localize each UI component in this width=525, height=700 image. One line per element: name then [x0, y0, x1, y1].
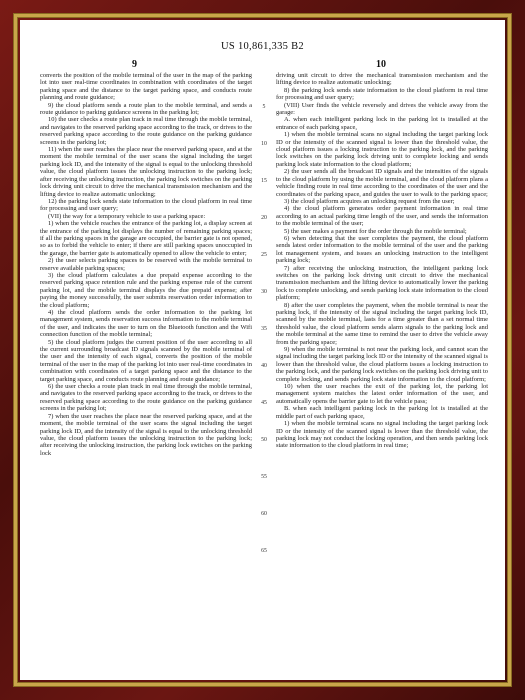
paragraph: 9) when the mobile terminal is not near the parking lock, and cannot scan the signal including the target parking lock ID or the intensity of the scanned signal is lower than the threshold value, the cloud platform issues a locking instruction to the parking lock, and the parking lock switches on the parking lock driving unit to complete locking, and sends parking lock state information to the cloud platform; — [276, 346, 488, 383]
paragraph: A. when each intelligent parking lock in the parking lot is installed at the entrance of each parking space, — [276, 116, 488, 131]
paragraph: 4) the cloud platform generates order payment information in real time according to an actual parking time length of the user, and sends the information to the mobile terminal of the user; — [276, 205, 488, 228]
line-number: 20 — [261, 215, 267, 221]
paragraph: 9) the cloud platform sends a route plan to the mobile terminal, and sends a route guidance to parking guidance screens in the parking lot; — [40, 101, 252, 117]
left-column-number: 9 — [132, 59, 137, 70]
paragraph: 6) when detecting that the user completes the payment, the cloud platform sends latest order information to the mobile terminal of the user and the parking lot management system, and issues an unlocking instruction to the intelligent parking lock; — [276, 234, 488, 265]
paragraph: 3) the cloud platform acquires an unlocking request from the user; — [284, 197, 455, 205]
paragraph: driving unit circuit to drive the mechanical transmission mechanism and the lifting device to realize automatic unlocking; — [276, 72, 488, 87]
line-number: 30 — [261, 289, 267, 295]
left-text-column — [40, 72, 252, 672]
paragraph: 2) the user sends all the broadcast ID signals and the intensities of the signals to the cloud platform by using the mobile terminal, and the cloud platform plans a vehicle finding route in real time according to the coordinates of the user and the coordinates of the parking space, and guides the user to walk to the parking space; — [276, 168, 488, 198]
patent-page — [20, 20, 505, 680]
paragraph: 7) when the user reaches the place near the reserved parking space, and at the moment, the mobile terminal of the user scans the signal including the target parking lock ID, and the intensity of the signal is equal to the unlocking threshold value, the cloud platform issues the unlocking instruction to the parking lock; after receiving the unlocking instruction, the parking lock switches on the parking lock — [40, 412, 252, 457]
paragraph: 1) when the vehicle reaches the entrance of the parking lot, a display screen at the entrance of the parking lot displays the number of remaining parking spaces; if all the parking spaces in the garage are occupied, the barrier gate is not opened, so as to forbid the vehicle to enter; if there are still parking spaces unoccupied in the garage, the barrier gate is automatically opened to allow the vehicle to enter; — [40, 220, 252, 257]
right-text-column — [276, 72, 488, 672]
line-number: 25 — [261, 252, 267, 258]
paragraph: 7) after receiving the unlocking instruction, the intelligent parking lock switches on the parking lock driving unit circuit to drive the mechanical transmission mechanism and the lifting device to automatically lower the parking lock to complete unlocking, and sends parking lock state information to the cloud platform; — [276, 264, 488, 302]
paragraph: 6) the user checks a route plan track in real time through the mobile terminal, and navigates to the reserved parking space according to the track, or drives to the reserved parking space according to the route guidance on the parking guidance screens in the parking lot; — [40, 383, 252, 413]
section-heading: (VIII) User finds the vehicle reversely and drives the vehicle away from the garage: — [276, 101, 488, 117]
paragraph: 10) when the user reaches the exit of the parking lot, the parking lot management system matches the latest order information of the user, and automatically opens the barrier gate to let the vehicle pass; — [276, 383, 488, 405]
line-number: 35 — [261, 326, 267, 332]
line-number: 65 — [261, 548, 267, 554]
patent-number: US 10,861,335 B2 — [221, 41, 304, 52]
paragraph: 1) when the mobile terminal scans no signal including the target parking lock ID or the intensity of the scanned signal is lower than the threshold value, the cloud platform issues a locking instruction to the parking lock, and the parking lock switches on the parking lock driving unit to complete locking and sends parking lock state information to the cloud platform; — [276, 131, 488, 168]
paragraph: 5) the cloud platform judges the current position of the user according to all the current surrounding broadcast ID signals scanned by the mobile terminal of the user and the intensity of each signal, converts the position of the mobile terminal of the user in the map of the parking lot into user real-time coordinates in combination with coordinates of a target parking space and the distance to the target parking space, and conducts route planning and route guidance; — [40, 338, 252, 383]
line-number: 10 — [261, 141, 267, 147]
paragraph: 1) when the mobile terminal scans no signal including the target parking lock ID or the intensity of the scanned signal is lower than the threshold value, the parking lock may not conduct the locking operation, and then sends parking lock state information to the cloud platform in real time; — [276, 420, 488, 450]
paragraph: B. when each intelligent parking lock in the parking lot is installed at the middle part of each parking space, — [276, 405, 488, 420]
paragraph: 2) the user selects parking spaces to be reserved with the mobile terminal to reserve available parking spaces; — [40, 257, 252, 272]
line-number: 40 — [261, 363, 267, 369]
paragraph: 8) after the user completes the payment, when the mobile terminal is near the parking lock, if the intensity of the signal including the target parking lock ID, scanned by the mobile terminal, lasts for a time greater than a set normal time threshold value, the cloud platform sends alarm signals to the parking lock and the mobile terminal at the same time to remind the user to drive the vehicle away from the parking space; — [276, 301, 488, 346]
paragraph: 8) the parking lock sends state information to the cloud platform in real time for processing and user query; — [276, 86, 488, 102]
paragraph: 10) the user checks a route plan track in real time through the mobile terminal, and navigates to the reserved parking space according to the track, or drives to the reserved parking space according to the route guidance on the parking guidance screens in the parking lot; — [40, 116, 252, 146]
line-number: 5 — [262, 104, 266, 110]
paragraph: 12) the parking lock sends state information to the cloud platform in real time for processing and user query; — [40, 197, 252, 213]
line-number: 60 — [261, 511, 267, 517]
paragraph: 5) the user makes a payment for the order through the mobile terminal; — [284, 227, 467, 235]
right-column-number: 10 — [376, 59, 386, 70]
paragraph: 3) the cloud platform calculates a due prepaid expense according to the reserved parking space retention rule and the parking expense rule of the current parking lot, and the mobile terminal displays the due prepaid expense; after paying the money successfully, the user submits reservation order information to the cloud platform; — [40, 271, 252, 309]
section-heading: (VII) the way for a temporary vehicle to use a parking space: — [48, 212, 206, 220]
line-number: 55 — [261, 474, 267, 480]
paragraph: 11) when the user reaches the place near the reserved parking space, and at the moment the mobile terminal of the user scans the signal including the target parking lock ID, and the intensity of the signal is equal to the unlocking threshold value, the cloud platform issues the unlocking instruction to the parking lock; after receiving the unlocking instruction, the parking lock switches on the parking lock driving unit circuit to drive the mechanical transmission mechanism and the lifting device to realize automatic unlocking; — [40, 146, 252, 198]
line-number: 50 — [261, 437, 267, 443]
line-number: 45 — [261, 400, 267, 406]
paragraph: converts the position of the mobile terminal of the user in the map of the parking lot into user real-time coordinates in combination with coordinates of the target parking space and the distance to the target parking space, and conducts route planning and route guidance; — [40, 72, 252, 102]
line-number: 15 — [261, 178, 267, 184]
paragraph: 4) the cloud platform sends the order information to the parking lot management system, sends reservation success information to the mobile terminal of the user, and indicates the user to turn on the Bluetooth function and the Wifi connection function of the mobile terminal; — [40, 309, 252, 339]
